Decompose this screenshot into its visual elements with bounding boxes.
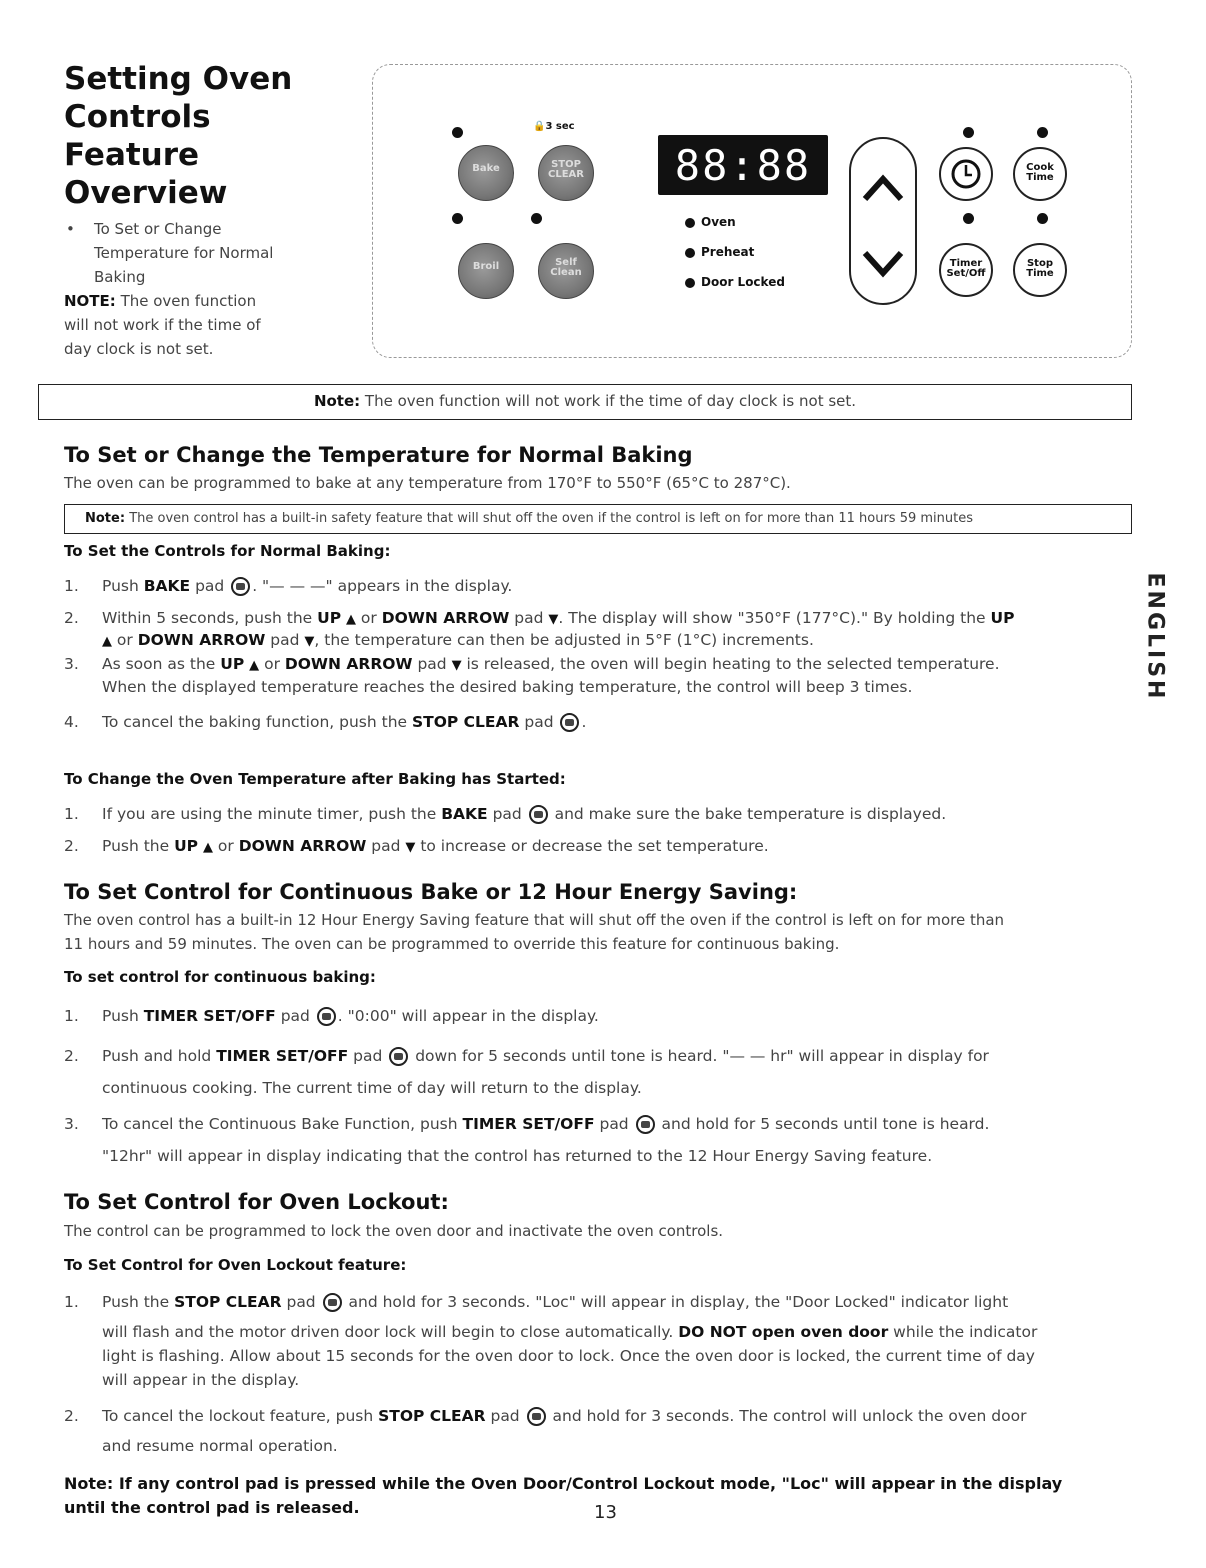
section-heading: To Set or Change the Temperature for Normal Baking — [64, 443, 693, 467]
down-arrow-icon: ▼ — [451, 658, 462, 673]
step-item-cont: ▲ or DOWN ARROW pad ▼, the temperature can then be adjusted in 5°F (1°C) increments. — [102, 631, 814, 649]
display-digits: 88:88 — [674, 141, 812, 190]
page-number: 13 — [594, 1502, 617, 1523]
note-line: Note: If any control pad is pressed while the Oven Door/Control Lockout mode, "Loc" will appear in the display — [64, 1474, 1063, 1493]
down-arrow-icon: ▼ — [548, 612, 559, 627]
stop-time-pad[interactable]: Stop Time — [1013, 243, 1067, 297]
note-line: The oven function — [120, 292, 257, 310]
subheading: To Change the Oven Temperature after Baking has Started: — [64, 770, 566, 788]
section-intro: The control can be programmed to lock the oven door and inactivate the oven controls. — [64, 1222, 724, 1240]
down-arrow-icon: ▼ — [405, 840, 416, 855]
down-arrow-icon: ▼ — [304, 634, 315, 649]
oven-indicator: Oven — [685, 215, 736, 229]
indicator-dot — [452, 213, 463, 224]
timer-pad-icon — [317, 1007, 336, 1026]
title-line: Setting Oven — [64, 61, 293, 97]
indicator-dot — [963, 127, 974, 138]
section-intro: The oven can be programmed to bake at any temperature from 170°F to 550°F (65°C to 287°C). — [64, 474, 791, 492]
down-arrow-icon — [865, 253, 901, 273]
arrow-pad — [849, 137, 917, 305]
step-item-cont: will appear in the display. — [102, 1371, 300, 1389]
note-line: until the control pad is released. — [64, 1498, 360, 1517]
timer-pad-icon — [636, 1115, 655, 1134]
section-heading: To Set Control for Continuous Bake or 12 Hour Energy Saving: — [64, 880, 798, 904]
bullet-line: To Set or Change — [94, 220, 222, 238]
lock-label: 🔒3 sec — [533, 121, 575, 132]
step-item-cont: light is flashing. Allow about 15 seconds for the oven door to lock. Once the oven door is locked, the current time of day — [102, 1347, 1035, 1365]
step-item-cont: and resume normal operation. — [102, 1437, 338, 1455]
subheading: To Set Control for Oven Lockout feature: — [64, 1256, 407, 1274]
clock-icon — [941, 149, 991, 199]
bullet-line: Temperature for Normal — [94, 244, 274, 262]
stop-clear-pad-icon — [560, 713, 579, 732]
note-line: day clock is not set. — [64, 340, 214, 358]
indicator-dot — [963, 213, 974, 224]
oven-function-note: Note: The oven function will not work if the time of day clock is not set. — [38, 384, 1132, 420]
step-item-cont: will flash and the motor driven door lock will begin to close automatically. DO NOT open oven door while the indicator — [102, 1323, 1038, 1341]
up-arrow-icon[interactable] — [851, 139, 915, 303]
side-language-label: ENGLISH — [1142, 572, 1168, 702]
section-intro: 11 hours and 59 minutes. The oven can be programmed to override this feature for continuous baking. — [64, 935, 840, 953]
subheading: To set control for continuous baking: — [64, 968, 376, 986]
control-panel-illustration — [372, 64, 1132, 358]
cook-time-pad[interactable]: Cook Time — [1013, 147, 1067, 201]
stop-clear-pad-icon — [527, 1407, 546, 1426]
section-heading: To Set Control for Oven Lockout: — [64, 1190, 449, 1214]
clock-pad[interactable] — [939, 147, 993, 201]
self-clean-pad[interactable]: Self Clean — [538, 243, 594, 299]
intro-text — [64, 217, 354, 361]
up-arrow-icon: ▲ — [346, 612, 356, 627]
title-line: Controls — [64, 99, 211, 135]
step-item-cont: "12hr" will appear in display indicating that the control has returned to the 12 Hour Energy Saving feature. — [102, 1147, 933, 1165]
stop-clear-pad[interactable]: STOP CLEAR — [538, 145, 594, 201]
page-title — [64, 60, 292, 212]
title-line: Feature — [64, 137, 200, 173]
indicator-dot — [531, 213, 542, 224]
step-item-cont: continuous cooking. The current time of day will return to the display. — [102, 1079, 642, 1097]
bullet: • — [66, 220, 75, 238]
preheat-indicator: Preheat — [685, 245, 754, 259]
door-locked-indicator: Door Locked — [685, 275, 785, 289]
timer-set-off-pad[interactable]: Timer Set/Off — [939, 243, 993, 297]
up-arrow-icon: ▲ — [202, 840, 213, 855]
side-language-tab — [1140, 570, 1170, 702]
up-arrow-icon: ▲ — [249, 658, 260, 673]
bake-pad[interactable]: Bake — [458, 145, 514, 201]
broil-pad[interactable]: Broil — [458, 243, 514, 299]
digital-display — [658, 135, 828, 195]
subheading: To Set the Controls for Normal Baking: — [64, 542, 391, 560]
section-intro: The oven control has a built-in 12 Hour Energy Saving feature that will shut off the oven if the control is left on for more than — [64, 911, 1005, 929]
bake-pad-icon — [231, 577, 250, 596]
bake-pad-icon — [529, 805, 548, 824]
lockout-note — [64, 1472, 1062, 1520]
safety-note: Note: The oven control has a built-in safety feature that will shut off the oven if the control is left on for more than 11 hours 59 minutes — [64, 504, 1132, 534]
timer-pad-icon — [389, 1047, 408, 1066]
indicator-dot — [1037, 127, 1048, 138]
indicator-dot — [1037, 213, 1048, 224]
bullet-line: Baking — [94, 268, 146, 286]
stop-clear-pad-icon — [323, 1293, 342, 1312]
note-label: NOTE: — [64, 292, 116, 310]
note-line: will not work if the time of — [64, 316, 261, 334]
indicator-dot — [452, 127, 463, 138]
step-item-cont: When the displayed temperature reaches the desired baking temperature, the control will beep 3 times. — [102, 678, 913, 696]
title-line: Overview — [64, 175, 228, 211]
up-arrow-icon: ▲ — [102, 634, 112, 649]
